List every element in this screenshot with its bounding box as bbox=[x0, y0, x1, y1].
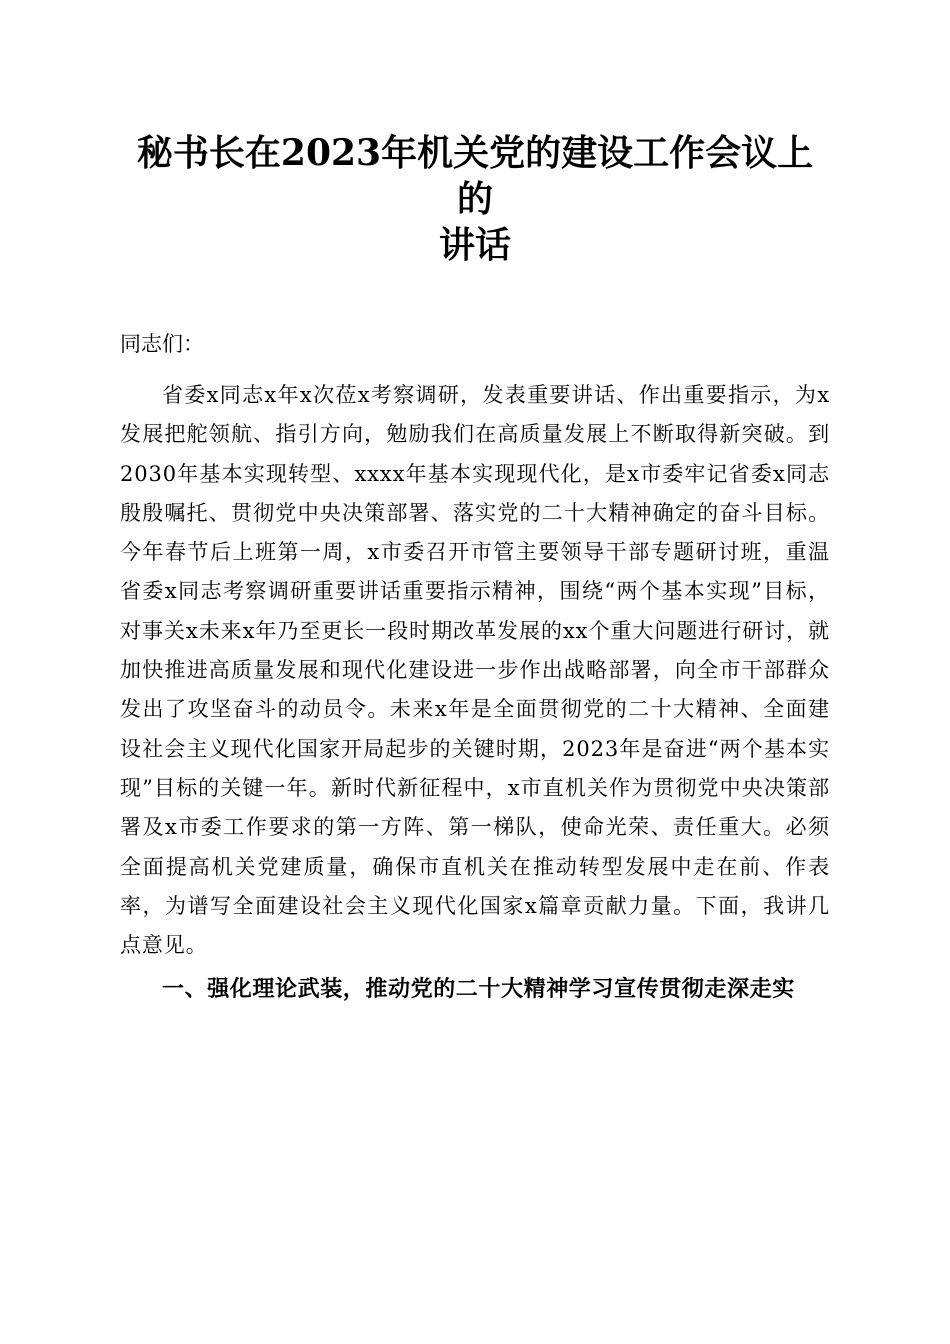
title-line-2: 讲话 bbox=[438, 224, 511, 266]
salutation: 同志们： bbox=[120, 332, 204, 356]
document-title bbox=[120, 130, 830, 268]
title-line-1: 秘书长在2023年机关党的建设工作会议上的 bbox=[136, 132, 814, 220]
section-heading-1: 一、强化理论武装，推动党的二十大精神学习宣传贯彻走深走实 bbox=[162, 977, 795, 1003]
body-paragraph: 省委x同志x年x次莅x考察调研，发表重要讲话、作出重要指示，为x发展把舵领航、指引方向，勉励我们在高质量发展上不断取得新突破。到2030年基本实现转型、xxxx年基本实现现代化，是x市委牢记省委x同志殷殷嘱托、贯彻党中央决策部署、落实党的二十大精神确定的奋斗目标。今年春节后上班第一周，x市委召开市管主要领导干部专题研讨班，重温省委x同志考察调研重要讲话重要指示精神，围绕“两个基本实现”目标，对事关x未来x年乃至更长一段时期改革发展的xx个重大问题进行研讨，就加快推进高质量发展和现代化建设进一步作出战略部署，向全市干部群众发出了攻坚奋斗的动员令。未来x年是全面贯彻党的二十大精神、全面建设社会主义现代化国家开局起步的关键时期，2023年是奋进“两个基本实现”目标的关键一年。新时代新征程中，x市直机关作为贯彻党中央决策部署及x市委工作要求的第一方阵、第一梯队，使命光荣、责任重大。必须全面提高机关党建质量，确保市直机关在推动转型发展中走在前、作表率，为谱写全面建设社会主义现代化国家x篇章贡献力量。下面，我讲几点意见。 bbox=[120, 383, 830, 958]
